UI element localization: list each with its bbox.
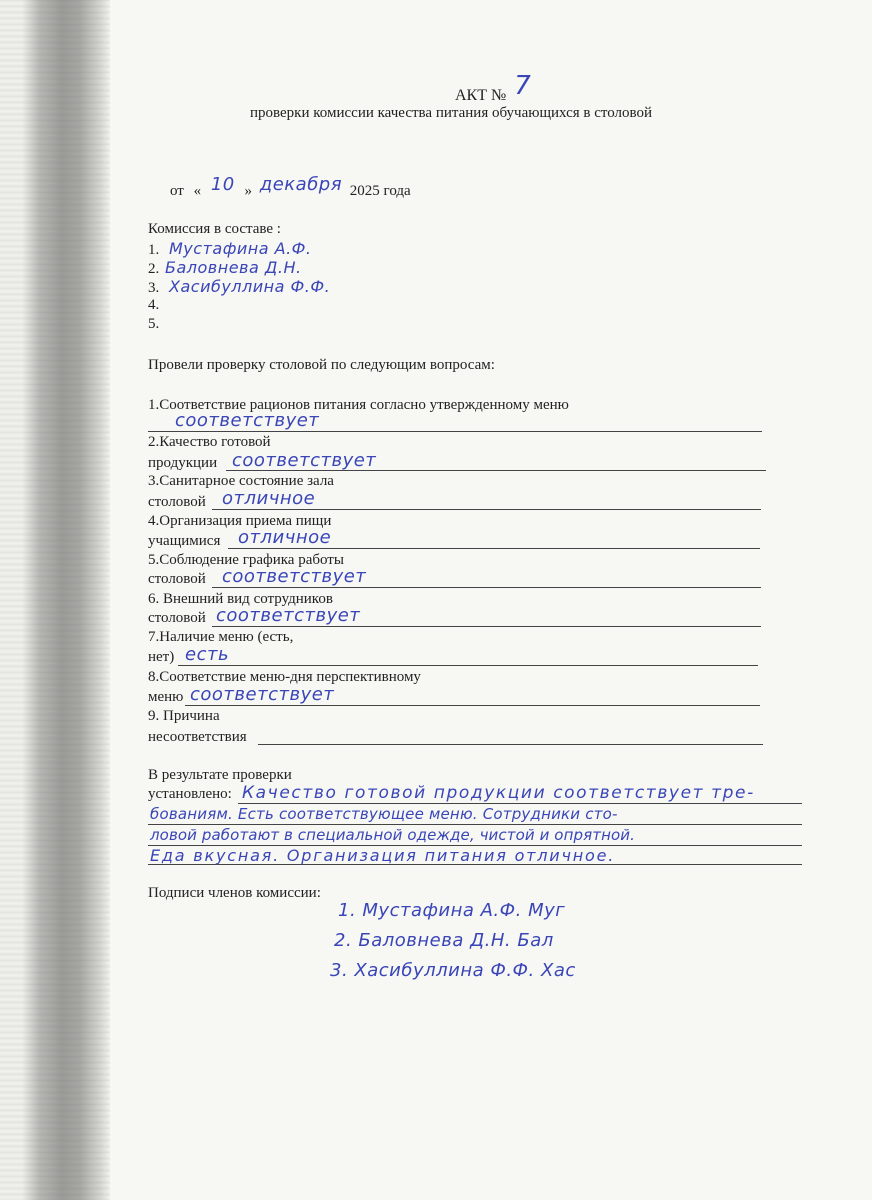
question-7-label: нет) bbox=[148, 649, 175, 665]
question-6-answer: соответствует bbox=[216, 605, 361, 626]
member-number: 2. bbox=[148, 261, 160, 277]
act-date bbox=[170, 174, 411, 200]
question-5-label: столовой bbox=[148, 571, 206, 587]
member-name: Хасибуллина Ф.Ф. bbox=[169, 277, 331, 296]
question-8-text: 8.Соответствие меню-дня перспективному bbox=[148, 669, 421, 685]
question-9-underline bbox=[258, 744, 763, 745]
commission-heading: Комиссия в составе : bbox=[148, 221, 281, 237]
result-handwritten-line-4: Еда вкусная. Организация питания отличное. bbox=[150, 846, 616, 865]
result-label: установлено: bbox=[148, 786, 232, 802]
act-number: 7 bbox=[514, 71, 532, 101]
question-6-text: 6. Внешний вид сотрудников bbox=[148, 591, 333, 607]
signature-entry-3: 3. Хасибуллина Ф.Ф. Хас bbox=[330, 960, 576, 981]
commission-member-5 bbox=[148, 316, 159, 333]
question-7-answer: есть bbox=[185, 644, 230, 665]
question-4-label: учащимися bbox=[148, 533, 221, 549]
question-1-answer: соответствует bbox=[175, 410, 320, 431]
commission-member-3 bbox=[148, 278, 330, 297]
question-1-text: 1.Соответствие рационов питания согласно утвержденному меню bbox=[148, 397, 569, 413]
question-3-label: столовой bbox=[148, 494, 206, 510]
commission-member-2 bbox=[148, 259, 302, 278]
question-8-underline bbox=[185, 705, 760, 706]
member-name: Мустафина А.Ф. bbox=[169, 239, 312, 258]
date-open-quote: « bbox=[193, 183, 202, 199]
act-subtitle: проверки комиссии качества питания обучающихся в столовой bbox=[250, 105, 653, 121]
result-line-1: В результате проверки bbox=[148, 767, 292, 783]
question-5-underline bbox=[212, 587, 761, 588]
question-3-answer: отличное bbox=[222, 488, 316, 509]
member-number: 3. bbox=[148, 280, 160, 296]
member-number: 1. bbox=[148, 242, 160, 258]
signature-entry-1: 1. Мустафина А.Ф. Муг bbox=[338, 900, 566, 921]
result-underline-1 bbox=[238, 803, 802, 804]
result-underline-2 bbox=[148, 824, 802, 825]
question-4-underline bbox=[228, 548, 760, 549]
question-1-underline bbox=[148, 431, 762, 432]
question-4-text: 4.Организация приема пищи bbox=[148, 513, 332, 529]
commission-member-1 bbox=[148, 240, 312, 259]
question-5-text: 5.Соблюдение графика работы bbox=[148, 552, 344, 568]
date-month: декабря bbox=[259, 174, 343, 195]
commission-member-4 bbox=[148, 297, 159, 314]
member-number: 4. bbox=[148, 297, 160, 313]
result-handwritten-line-1: Качество готовой продукции соответствует тре- bbox=[242, 783, 755, 803]
scan-edge-shadow bbox=[0, 0, 110, 1200]
question-4-answer: отличное bbox=[238, 527, 332, 548]
member-number: 5. bbox=[148, 316, 160, 332]
act-title bbox=[455, 71, 532, 104]
result-handwritten-line-3: ловой работают в специальной одежде, чистой и опрятной. bbox=[150, 826, 635, 844]
question-8-label: меню bbox=[148, 689, 184, 705]
questions-heading: Провели проверку столовой по следующим вопросам: bbox=[148, 357, 495, 373]
date-prefix: от bbox=[170, 183, 184, 199]
question-3-underline bbox=[212, 509, 761, 510]
date-year: 2025 года bbox=[349, 183, 411, 199]
act-label: АКТ № bbox=[455, 87, 507, 104]
question-9-text: 9. Причина bbox=[148, 708, 220, 724]
signatures-heading: Подписи членов комиссии: bbox=[148, 885, 321, 901]
question-3-text: 3.Санитарное состояние зала bbox=[148, 473, 334, 489]
question-9-label: несоответствия bbox=[148, 729, 247, 745]
question-2-answer: соответствует bbox=[232, 450, 377, 471]
member-name: Баловнева Д.Н. bbox=[165, 258, 302, 277]
question-2-text: 2.Качество готовой bbox=[148, 434, 271, 450]
signature-entry-2: 2. Баловнева Д.Н. Бал bbox=[334, 930, 554, 951]
result-handwritten-line-2: бованиям. Есть соответствующее меню. Сотрудники сто- bbox=[150, 805, 618, 823]
question-5-answer: соответствует bbox=[222, 566, 367, 587]
question-8-answer: соответствует bbox=[190, 684, 335, 705]
question-2-label: продукции bbox=[148, 455, 218, 471]
question-6-label: столовой bbox=[148, 610, 206, 626]
question-6-underline bbox=[212, 626, 761, 627]
question-7-underline bbox=[178, 665, 758, 666]
question-7-text: 7.Наличие меню (есть, bbox=[148, 629, 294, 645]
date-close-quote: » bbox=[244, 183, 253, 199]
date-day: 10 bbox=[210, 174, 235, 195]
